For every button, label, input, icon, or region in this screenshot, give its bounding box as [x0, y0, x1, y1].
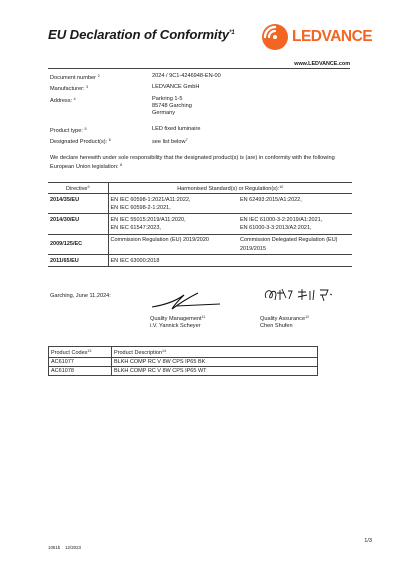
quality-assurance-signature — [262, 286, 352, 304]
directive-cell: 2009/125/EC — [48, 234, 108, 254]
field-label-address: Address: $^4$ — [50, 97, 76, 104]
field-label-designated-products: Designated Product(s): $^6$ — [50, 138, 111, 145]
signatory-right-name: Chen Shufen — [260, 323, 293, 330]
field-value-product-type: LED fixed luminaire — [152, 126, 201, 132]
products-table — [48, 346, 318, 376]
field-value-manufacturer: LEDVANCE GmbH — [152, 84, 200, 90]
signatory-left-name: i.V. Yannick Scheyer — [150, 323, 201, 330]
table-row — [48, 214, 352, 234]
standard-cell: EN IEC 63000:2018 — [108, 255, 238, 267]
table-row — [48, 194, 352, 214]
standard-cell: Commission Delegated Regulation (EU) 2019/2015 — [238, 234, 352, 254]
header-divider — [48, 68, 350, 69]
footer-form-code: 1051b 12/2023 — [48, 545, 81, 550]
product-description-cell: BLKH COMP RC V 8W CPS IP65 BK — [112, 358, 318, 367]
header-product-codes: Product Codes$^{13}$ — [49, 347, 112, 358]
standard-cell: EN IEC 61000-3-2:2019/A1:2021, EN 61000-3-3:2013/A2:2021, — [238, 214, 352, 234]
place-date: Garching, June 11,2024: — [50, 293, 111, 299]
regulations-header-row — [48, 183, 352, 194]
field-label-manufacturer: Manufacturer: $^3$ — [50, 85, 89, 92]
product-description-cell: BLKH COMP RC V 8W CPS IP65 WT — [112, 367, 318, 376]
signatory-right-title: Quality Assurance$^{12}$ — [260, 315, 310, 322]
products-header-row — [49, 347, 318, 358]
standard-cell: Commission Regulation (EU) 2019/2020 — [108, 234, 238, 254]
standard-cell: EN IEC 55015:2019/A11:2020, EN IEC 61547:2023, — [108, 214, 238, 234]
declaration-statement: We declare herewith under sole responsibility that the designated product(s) is (are) in conformity with the following European Union legislation: $^8$ — [50, 155, 335, 171]
field-label-product-type: Product type: $^5$ — [50, 127, 87, 134]
product-code-cell: AC61078 — [49, 367, 112, 376]
standard-cell: EN 62493:2015/A1:2022, — [238, 194, 352, 214]
field-value-document-number: 2024 / 9C1-4246948-EN-00 — [152, 73, 221, 79]
standard-cell — [238, 255, 352, 267]
page-number: 1/3 — [364, 538, 372, 544]
directive-cell: 2014/30/EU — [48, 214, 108, 234]
signatory-left-title: Quality Management$^{11}$ — [150, 315, 206, 322]
directive-cell: 2014/35/EU — [48, 194, 108, 214]
regulations-table — [48, 182, 352, 267]
quality-management-signature — [150, 283, 222, 311]
logo-wordmark: LEDVANCE — [292, 28, 373, 45]
standard-cell: EN IEC 60598-1:2021/A11:2022, EN IEC 60598-2-1:2021, — [108, 194, 238, 214]
ledvance-logo — [262, 24, 378, 50]
directive-cell: 2011/65/EU — [48, 255, 108, 267]
header-directive: Directive$^9$ — [48, 183, 108, 194]
document-title: EU Declaration of Conformity$^{*1}$ — [48, 27, 235, 42]
header-product-description: Product Description$^{14}$ — [112, 347, 318, 358]
field-value-designated-products: see list below$^7$ — [152, 138, 188, 145]
table-row — [49, 367, 318, 376]
table-row — [48, 234, 352, 254]
field-label-document-number: Document number $^2$ — [50, 74, 100, 81]
header-standards: Harmonised Standard(s) or Regulation(s):$^{10}$ — [108, 183, 352, 194]
signatory-right — [260, 314, 309, 330]
ledvance-logo-icon — [262, 24, 288, 50]
website-link[interactable]: www.LEDVANCE.com — [294, 61, 350, 67]
table-row — [48, 255, 352, 267]
signatory-left — [150, 314, 205, 330]
product-code-cell: AC61077 — [49, 358, 112, 367]
table-row — [49, 358, 318, 367]
field-value-address: Parkring 1-5 85748 Garching Germany — [152, 96, 192, 117]
